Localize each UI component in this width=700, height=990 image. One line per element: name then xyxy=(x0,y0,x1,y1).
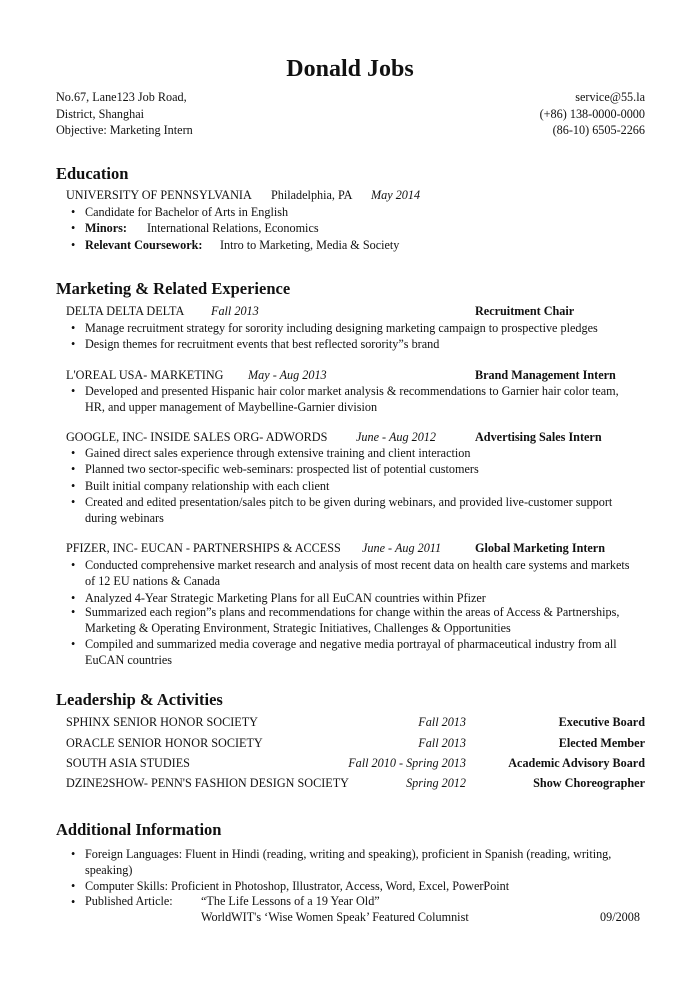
job-role: Global Marketing Intern xyxy=(475,541,605,555)
objective: Objective: Marketing Intern xyxy=(56,123,193,137)
bullet: • xyxy=(71,205,76,219)
job-bullet: Manage recruitment strategy for sorority including designing marketing campaign to prospective pledges xyxy=(85,321,598,335)
job-role: Recruitment Chair xyxy=(475,304,575,318)
contact-info-block xyxy=(540,89,645,139)
job-role: Advertising Sales Intern xyxy=(475,430,602,444)
activity-date: Fall 2010 - Spring 2013 xyxy=(348,756,466,770)
coursework-label: Relevant Coursework: xyxy=(85,238,203,252)
phone-office: (86-10) 6505-2266 xyxy=(552,123,645,137)
job-bullet: Created and edited presentation/sales pitch to be given during webinars, and provided live-customer support during webinars xyxy=(85,495,613,526)
job-bullet: Compiled and summarized media coverage and negative media portrayal of pharmaceutical industry from all EuCAN countries xyxy=(85,637,617,668)
bullet: • xyxy=(71,637,76,651)
computer-skills: Computer Skills: Proficient in Photoshop, Illustrator, Access, Word, Excel, PowerPoint xyxy=(85,879,510,893)
bullet: • xyxy=(71,321,76,335)
bullet: • xyxy=(71,879,76,893)
activity-date: Spring 2012 xyxy=(406,776,466,790)
experience-heading: Marketing & Related Experience xyxy=(56,279,291,298)
bullet: • xyxy=(71,558,76,572)
address-line-1: No.67, Lane123 Job Road, xyxy=(56,90,187,104)
phone-mobile: (+86) 138-0000-0000 xyxy=(539,106,645,121)
resume-name: Donald Jobs xyxy=(286,56,414,82)
education-date: May 2014 xyxy=(371,188,421,202)
activity-date: Fall 2013 xyxy=(418,715,466,729)
job-date: June - Aug 2011 xyxy=(362,541,442,555)
contact-address-block xyxy=(56,89,193,139)
job-bullet: Summarized each region”s plans and recommendations for change within the areas of Access & Partnerships, Marketing & Operating Environment, Strategic Initiatives, Challenges & Opportunities xyxy=(85,605,620,636)
minors-label: Minors: xyxy=(85,221,127,235)
education-school: UNIVERSITY OF PENNSYLVANIA xyxy=(66,188,252,202)
education-heading: Education xyxy=(56,164,129,183)
activity-org: DZINE2SHOW- PENN'S FASHION DESIGN SOCIETY xyxy=(66,776,349,790)
job-bullet: Built initial company relationship with each client xyxy=(85,479,330,493)
activity-date: Fall 2013 xyxy=(418,736,466,750)
languages: Foreign Languages: Fluent in Hindi (reading, writing and speaking), proficient in Spanish (reading, writing, speaking) xyxy=(85,847,612,878)
bullet: • xyxy=(71,221,76,235)
minors-value: International Relations, Economics xyxy=(147,221,319,235)
activity-role: Elected Member xyxy=(558,736,645,750)
additional-heading: Additional Information xyxy=(56,820,222,839)
address-line-2: District, Shanghai xyxy=(56,106,145,121)
columnist-date: 09/2008 xyxy=(600,910,640,924)
job-org: GOOGLE, INC- INSIDE SALES ORG- ADWORDS xyxy=(66,430,328,444)
job-bullet: Analyzed 4-Year Strategic Marketing Plans for all EuCAN countries within Pfizer xyxy=(85,591,486,605)
job-org: PFIZER, INC- EUCAN - PARTNERSHIPS & ACCESS xyxy=(66,541,341,555)
job-bullet: Conducted comprehensive market research and analysis of most recent data on health care systems and markets of 12 EU nations & Canada xyxy=(85,558,630,589)
bullet: • xyxy=(71,446,76,460)
activity-org: SOUTH ASIA STUDIES xyxy=(66,756,190,770)
coursework-value: Intro to Marketing, Media & Society xyxy=(220,238,400,252)
article-title: “The Life Lessons of a 19 Year Old” xyxy=(201,894,380,908)
job-bullet: Design themes for recruitment events that best reflected sorority”s brand xyxy=(85,337,440,351)
job-date: Fall 2013 xyxy=(211,304,259,318)
job-bullet: Developed and presented Hispanic hair color market analysis & recommendations to Garnier hair color team, HR, and upper management of Maybelline-Garnier division xyxy=(85,384,619,415)
activity-role: Executive Board xyxy=(558,715,645,729)
activity-org: SPHINX SENIOR HONOR SOCIETY xyxy=(66,715,258,729)
education-location: Philadelphia, PA xyxy=(271,188,353,202)
bullet: • xyxy=(71,337,76,351)
leadership-heading: Leadership & Activities xyxy=(56,690,223,709)
job-org: L'OREAL USA- MARKETING xyxy=(66,368,224,382)
job-date: June - Aug 2012 xyxy=(356,430,436,444)
bullet: • xyxy=(71,591,76,605)
bullet: • xyxy=(71,462,76,476)
activity-org: ORACLE SENIOR HONOR SOCIETY xyxy=(66,736,263,750)
bullet: • xyxy=(71,479,76,493)
job-bullet: Gained direct sales experience through extensive training and client interaction xyxy=(85,446,471,460)
activity-role: Show Choreographer xyxy=(533,776,645,790)
bullet: • xyxy=(71,384,76,398)
bullet: • xyxy=(71,238,76,252)
article-label: Published Article: xyxy=(85,894,173,908)
job-org: DELTA DELTA DELTA xyxy=(66,304,185,318)
job-date: May - Aug 2013 xyxy=(248,368,327,382)
bullet: • xyxy=(71,847,76,861)
job-role: Brand Management Intern xyxy=(475,368,616,382)
bullet: • xyxy=(71,895,76,909)
education-degree: Candidate for Bachelor of Arts in English xyxy=(85,205,289,219)
activity-role: Academic Advisory Board xyxy=(508,756,645,770)
job-bullet: Planned two sector-specific web-seminars: prospected list of potential customers xyxy=(85,462,479,476)
email: service@55.la xyxy=(575,90,645,104)
columnist: WorldWIT's ‘Wise Women Speak’ Featured Columnist xyxy=(201,910,469,924)
bullet: • xyxy=(71,495,76,509)
bullet: • xyxy=(71,605,76,619)
